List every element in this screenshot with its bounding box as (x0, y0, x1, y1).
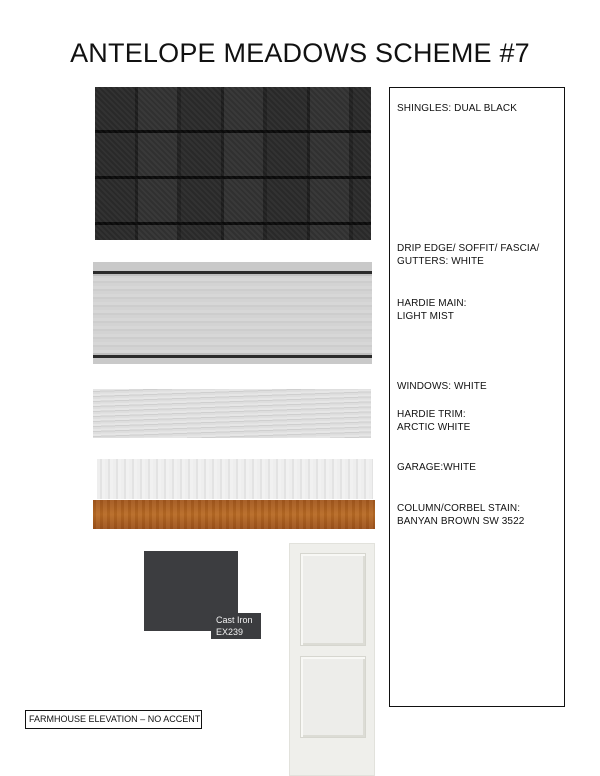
hardie-main-swatch (93, 389, 371, 438)
spec-line: LIGHT MIST (397, 311, 454, 322)
spec-line: WINDOWS: WHITE (397, 381, 487, 392)
chip-name: Cast Iron (216, 615, 253, 625)
door-image (289, 543, 375, 776)
spec-line: SHINGLES: DUAL BLACK (397, 103, 518, 114)
spec-line: BANYAN BROWN SW 3522 (397, 516, 525, 527)
spec-line: DRIP EDGE/ SOFFIT/ FASCIA/ (397, 243, 540, 254)
spec-shingles (397, 102, 557, 115)
shingles-swatch (95, 87, 371, 240)
spec-drip-edge (397, 242, 557, 268)
spec-line: COLUMN/CORBEL STAIN: (397, 503, 521, 514)
page-title: ANTELOPE MEADOWS SCHEME #7 (70, 38, 530, 68)
spec-garage (397, 461, 557, 474)
spec-line: GARAGE:WHITE (397, 462, 476, 473)
spec-line: GUTTERS: WHITE (397, 256, 484, 267)
drip-edge-swatch (93, 262, 372, 364)
spec-line: HARDIE MAIN: (397, 298, 467, 309)
spec-windows (397, 380, 557, 393)
spec-column-stain (397, 502, 557, 528)
footer-label: FARMHOUSE ELEVATION – NO ACCENT (25, 710, 202, 729)
spec-hardie-main (397, 297, 557, 323)
spec-box (389, 87, 565, 707)
spec-hardie-trim (397, 408, 557, 434)
door-upper-panel (300, 553, 366, 646)
chip-code: EX239 (216, 627, 244, 637)
door-lower-panel (300, 656, 366, 738)
stain-swatch (93, 500, 375, 529)
hardie-trim-swatch (97, 459, 373, 499)
spec-line: ARCTIC WHITE (397, 422, 471, 433)
spec-line: HARDIE TRIM: (397, 409, 466, 420)
chip-label (211, 613, 261, 639)
